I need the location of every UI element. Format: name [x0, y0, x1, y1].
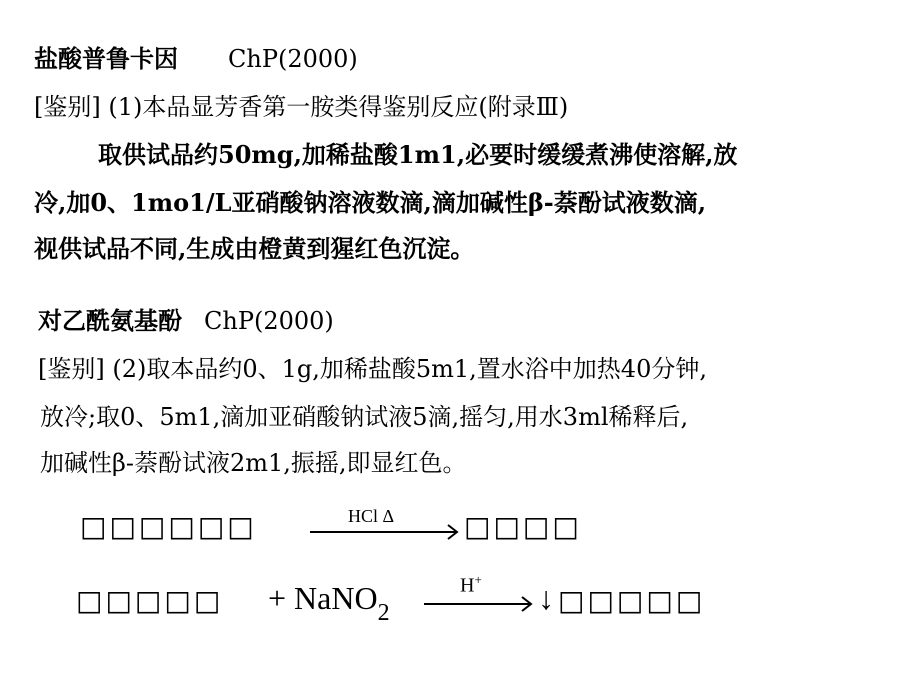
- eq1-reactant: □□□□□□: [80, 510, 257, 543]
- section1-line-2: 取供试品约50mg,加稀盐酸1m1,必要时缓缓煮沸使溶解,放: [98, 140, 738, 169]
- section1-line-1: [鉴别] (1)本品显芳香第一胺类得鉴别反应(附录Ⅲ): [34, 93, 569, 121]
- section1-title: 盐酸普鲁卡因: [34, 44, 178, 73]
- section2-title: 对乙酰氨基酚: [38, 306, 182, 335]
- section1-line-4: 视供试品不同,生成由橙黄到猩红色沉淀。: [34, 234, 475, 263]
- eq2-reagent-text: + NaNO: [268, 580, 378, 616]
- eq1-condition: HCl Δ: [348, 506, 395, 526]
- section2-line-3: 加碱性β-萘酚试液2m1,振摇,即显红色。: [40, 449, 467, 477]
- section2-line-1: [鉴别] (2)取本品约0、1g,加稀盐酸5m1,置水浴中加热40分钟,: [38, 355, 707, 383]
- eq1-product: □□□□: [464, 510, 582, 543]
- section1-line-3: 冷,加0、1mo1/L亚硝酸钠溶液数滴,滴加碱性β-萘酚试液数滴,: [34, 188, 707, 217]
- eq2-product: □□□□□: [558, 584, 706, 617]
- section2-heading: [38, 306, 334, 336]
- section1-ref: ChP(2000): [228, 45, 358, 73]
- eq1-arrow-icon: [310, 522, 462, 542]
- eq2-reactant: □□□□□: [76, 584, 224, 617]
- section2-line-2: 放冷;取0、5m1,滴加亚硝酸钠试液5滴,摇匀,用水3ml稀释后,: [40, 403, 689, 431]
- eq2-arrow-icon: [424, 594, 536, 614]
- eq2-condition-text: H: [460, 574, 475, 597]
- eq2-subscript: 2: [377, 600, 390, 627]
- section1-heading: [34, 44, 358, 74]
- eq2-condition-sup: +: [474, 572, 482, 587]
- eq2-plus-reagent: [268, 580, 390, 627]
- section2-ref: ChP(2000): [204, 307, 334, 335]
- precipitate-arrow-icon: ↓: [538, 580, 554, 616]
